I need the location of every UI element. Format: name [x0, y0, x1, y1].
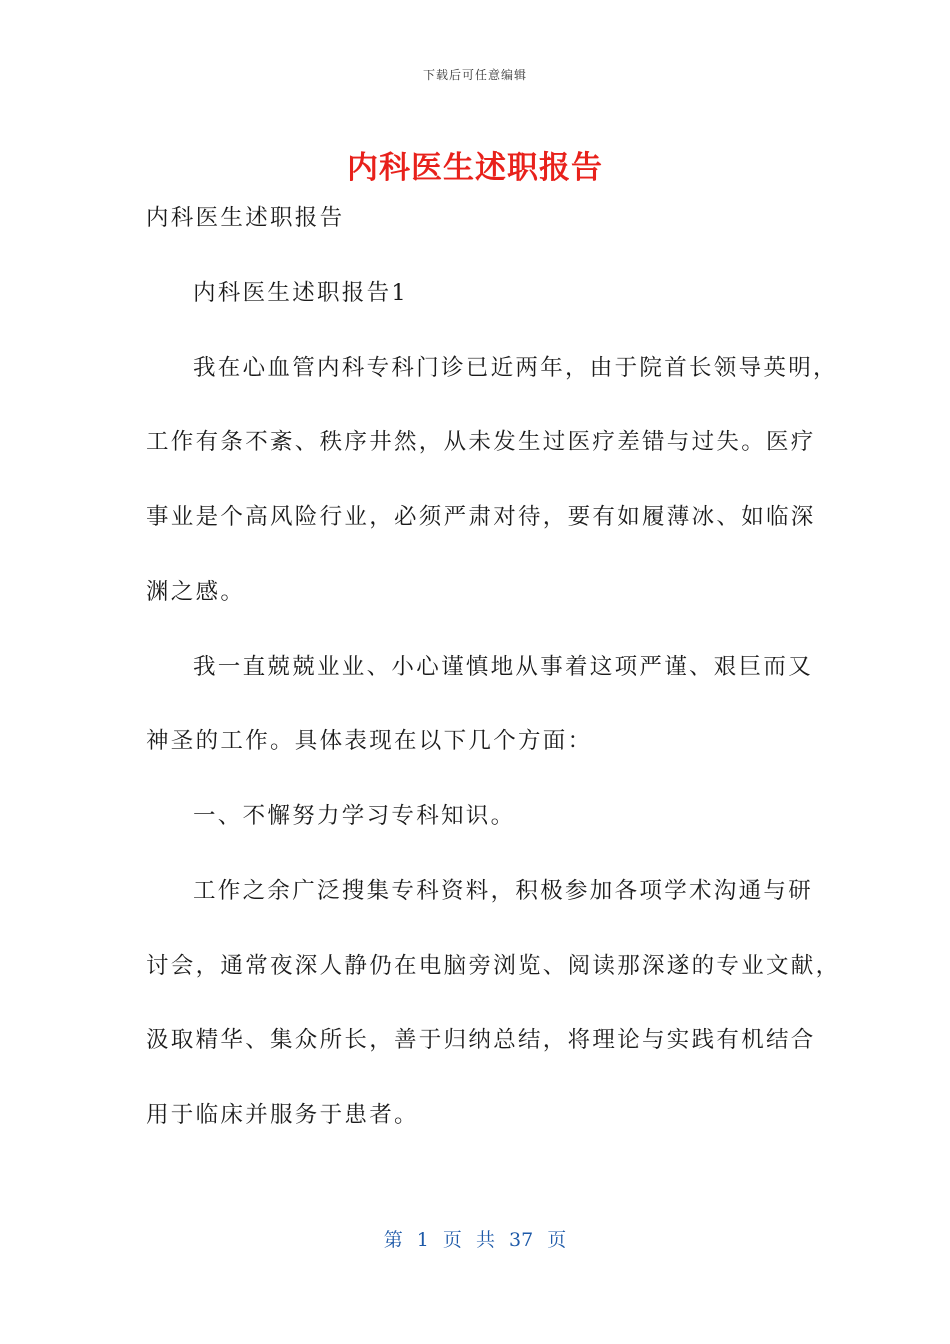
text-line: 工作之余广泛搜集专科资料，积极参加各项学术沟通与研 [193, 878, 814, 904]
text-line: 渊之感。 [146, 579, 246, 605]
text-line: 汲取精华、集众所长，善于归纳总结，将理论与实践有机结合 [146, 1027, 816, 1053]
header-note: 下载后可任意编辑 [422, 68, 527, 82]
text-line: 事业是个高风险行业，必须严肃对待，要有如履薄冰、如临深 [146, 504, 816, 530]
text-line: 神圣的工作。具体表现在以下几个方面： [146, 728, 593, 754]
text-line: 讨会，通常夜深人静仍在电脑旁浏览、阅读那深遂的专业文献， [146, 953, 841, 979]
text-line: 我在心血管内科专科门诊已近两年，由于院首长领导英明， [193, 355, 838, 381]
text-line: 内科医生述职报告1 [193, 280, 409, 306]
text-line: 工作有条不紊、秩序井然，从未发生过医疗差错与过失。医疗 [146, 429, 816, 455]
document-title: 内科医生述职报告 [347, 150, 603, 186]
text-line: 一、不懈努力学习专科知识。 [193, 803, 516, 829]
page-number-footer: 第 1 页 共 37 页 [383, 1229, 567, 1251]
text-line: 内科医生述职报告 [146, 205, 345, 231]
text-line: 用于临床并服务于患者。 [146, 1102, 419, 1128]
text-line: 我一直兢兢业业、小心谨慎地从事着这项严谨、艰巨而又 [193, 654, 814, 680]
